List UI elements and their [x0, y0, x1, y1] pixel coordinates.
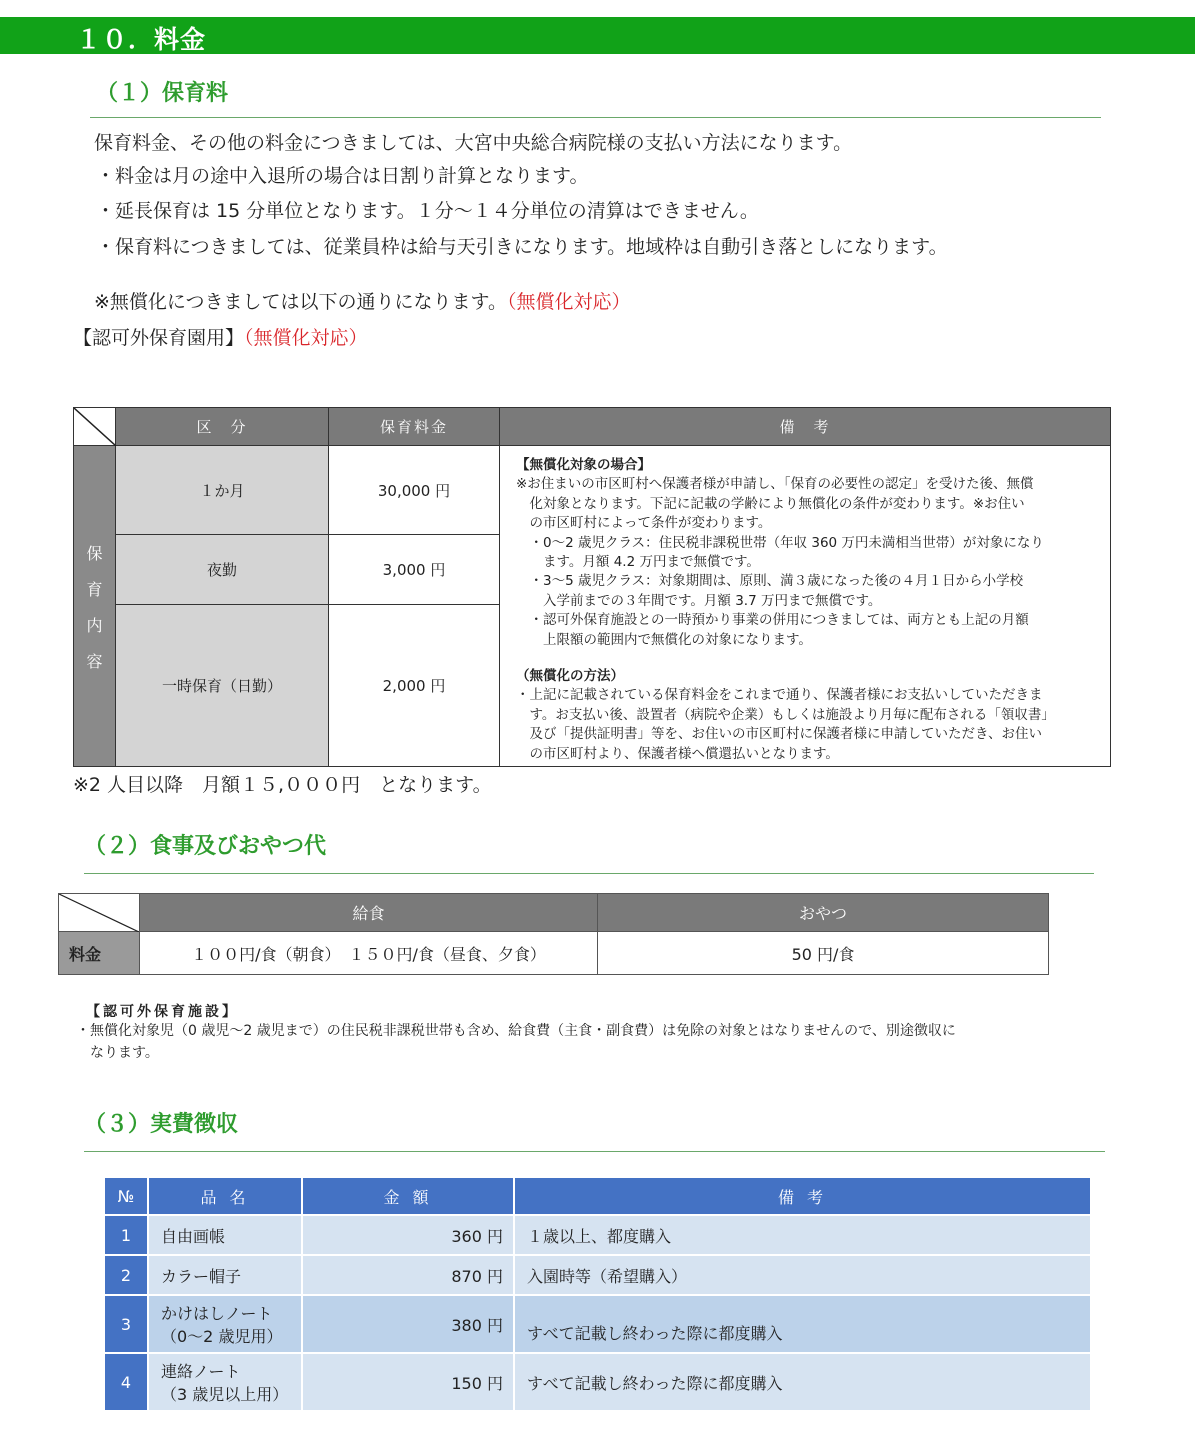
- fee-table: [73, 407, 1111, 767]
- header-snack: おやつ: [598, 894, 1049, 932]
- notes-spacer: [516, 650, 1100, 667]
- notes-line: ます。月額 4.2 万円まで無償です。: [516, 554, 760, 571]
- item-name-line2: （0～2 歳児用）: [161, 1327, 283, 1346]
- item-name: カラー帽子: [149, 1256, 301, 1294]
- row-number: 1: [105, 1216, 147, 1254]
- notes-line: 及び「提供証明書」等を、お住いの市区町村に保護者様に申請していただき、お住い: [516, 726, 1042, 743]
- item-remark: １歳以上、都度購入: [515, 1216, 1090, 1254]
- header-no: №: [105, 1178, 147, 1214]
- row-number: 4: [105, 1354, 147, 1410]
- item-amount: 360 円: [303, 1216, 513, 1254]
- side-label: [74, 446, 116, 767]
- item-name: 自由画帳: [149, 1216, 301, 1254]
- free-note-text: ※無償化につきましては以下の通りになります。: [94, 291, 508, 313]
- unlicensed-note-title: 【認可外保育施設】: [86, 1004, 239, 1020]
- item-name-line1: かけはしノート: [161, 1304, 273, 1323]
- notes-line: （無償化の方法）: [516, 668, 624, 685]
- section2-title: （２）食事及びおやつ代: [84, 834, 327, 859]
- notes-line: 【無償化対象の場合】: [516, 457, 651, 473]
- bullet-2: ・延長保育は 15 分単位となります。１分～１４分単位の清算はできません。: [96, 200, 759, 222]
- side-char: 容: [86, 651, 103, 671]
- notes-line: 上限額の範囲内で無償化の対象になります。: [516, 631, 812, 648]
- table-row: [105, 1216, 1090, 1254]
- item-amount: 870 円: [303, 1256, 513, 1294]
- meal-fee: １００円/食（朝食） １５０円/食（昼食、夕食）: [140, 932, 598, 975]
- bullet-3: ・保育料につきましては、従業員枠は給与天引きになります。地域枠は自動引き落としになります。: [96, 236, 948, 258]
- fee-cell: 3,000 円: [329, 535, 500, 605]
- table-row: [105, 1256, 1090, 1294]
- unlicensed-label-red: （無償化対応）: [244, 327, 368, 349]
- item-name-line1: 連絡ノート: [161, 1362, 241, 1381]
- banner-title: １０．料金: [76, 25, 207, 54]
- unlicensed-note-line2: なります。: [76, 1045, 159, 1061]
- notes-line: ・認可外保育施設との一時預かり事業の併用につきましては、両方とも上記の月額: [516, 612, 1029, 629]
- snack-fee: 50 円/食: [598, 932, 1049, 975]
- side-char: 育: [86, 579, 103, 599]
- side-char: 内: [86, 615, 103, 635]
- row-label-fee: 料金: [59, 932, 140, 975]
- table1-footnote: ※2 人目以降 月額１５,０００円 となります。: [73, 774, 492, 796]
- meal-table: [58, 893, 1049, 975]
- free-note-red: （無償化対応）: [507, 291, 631, 313]
- section2-rule: [84, 873, 1094, 874]
- item-remark: すべて記載し終わった際に都度購入: [515, 1354, 1090, 1410]
- header-notes: 備 考: [500, 408, 1111, 446]
- free-note: [94, 287, 631, 314]
- intro-text: 保育料金、その他の料金につきましては、大宮中央総合病院様の支払い方法になります。: [94, 132, 853, 154]
- section3-title: （３）実費徴収: [84, 1112, 239, 1137]
- expense-table: [103, 1176, 1092, 1412]
- table-row: [105, 1354, 1090, 1410]
- header-amount: 金 額: [303, 1178, 513, 1214]
- item-remark: 入園時等（希望購入）: [515, 1256, 1090, 1294]
- item-remark: すべて記載し終わった際に都度購入: [515, 1296, 1090, 1352]
- fee-cell: 30,000 円: [329, 446, 500, 535]
- notes-line: ・3～5 歳児クラス：対象期間は、原則、満３歳になった後の４月１日から小学校: [516, 573, 1024, 590]
- section3-rule: [84, 1151, 1105, 1152]
- section-banner: [0, 17, 1195, 54]
- fee-cell: 2,000 円: [329, 605, 500, 767]
- notes-line: 化対象となります。下記に記載の学齢により無償化の条件が変わります。※お住い: [516, 495, 1025, 512]
- item-name: [149, 1296, 301, 1352]
- notes-line: ※お住まいの市区町村へ保護者様が申請し、「保育の必要性の認定」を受けた後、無償: [516, 476, 1034, 493]
- corner-cell: [59, 894, 140, 932]
- notes-line: の市区町村より、保護者様へ償還払いとなります。: [516, 745, 839, 762]
- unlicensed-note-line1: ・無償化対象児（0 歳児～2 歳児まで）の住民税非課税世帯も含め、給食費（主食・副食費）は免除の対象とはなりませんので、別途徴収に: [76, 1023, 956, 1039]
- category-cell: 一時保育（日勤）: [116, 605, 329, 767]
- item-amount: 150 円: [303, 1354, 513, 1410]
- category-cell: １か月: [116, 446, 329, 535]
- notes-line: す。お支払い後、設置者（病院や企業）もしくは施設より月毎に配布される「領収書」: [516, 706, 1055, 723]
- side-char: 保: [86, 543, 103, 563]
- header-meal: 給食: [140, 894, 598, 932]
- category-cell: 夜勤: [116, 535, 329, 605]
- table-row: [105, 1296, 1090, 1352]
- item-name-line2: （3 歳児以上用）: [161, 1385, 289, 1404]
- corner-cell: [74, 408, 116, 446]
- diagonal-line-icon: [59, 894, 139, 932]
- section1-rule: [90, 117, 1101, 118]
- header-fee: 保育料金: [329, 408, 500, 446]
- row-number: 2: [105, 1256, 147, 1294]
- bullet-1: ・料金は月の途中入退所の場合は日割り計算となります。: [96, 165, 589, 187]
- section1-title: （１）保育料: [96, 81, 229, 106]
- item-name: [149, 1354, 301, 1410]
- notes-line: 入学前までの３年間です。月額 3.7 万円まで無償です。: [516, 592, 882, 609]
- notes-line: の市区町村によって条件が変わります。: [516, 515, 772, 532]
- header-item: 品 名: [149, 1178, 301, 1214]
- notes-line: ・0～2 歳児クラス：住民税非課税世帯（年収 360 万円未満相当世帯）が対象になり: [516, 534, 1044, 551]
- unlicensed-label: [73, 323, 368, 350]
- diagonal-line-icon: [74, 408, 116, 446]
- notes-cell: [500, 446, 1111, 767]
- notes-line: ・上記に記載されている保育料金をこれまで通り、保護者様にお支払いしていただきま: [516, 687, 1043, 704]
- row-number: 3: [105, 1296, 147, 1352]
- unlicensed-label-text: 【認可外保育園用】: [73, 327, 245, 349]
- header-remark: 備 考: [515, 1178, 1090, 1214]
- item-amount: 380 円: [303, 1296, 513, 1352]
- header-category: 区 分: [116, 408, 329, 446]
